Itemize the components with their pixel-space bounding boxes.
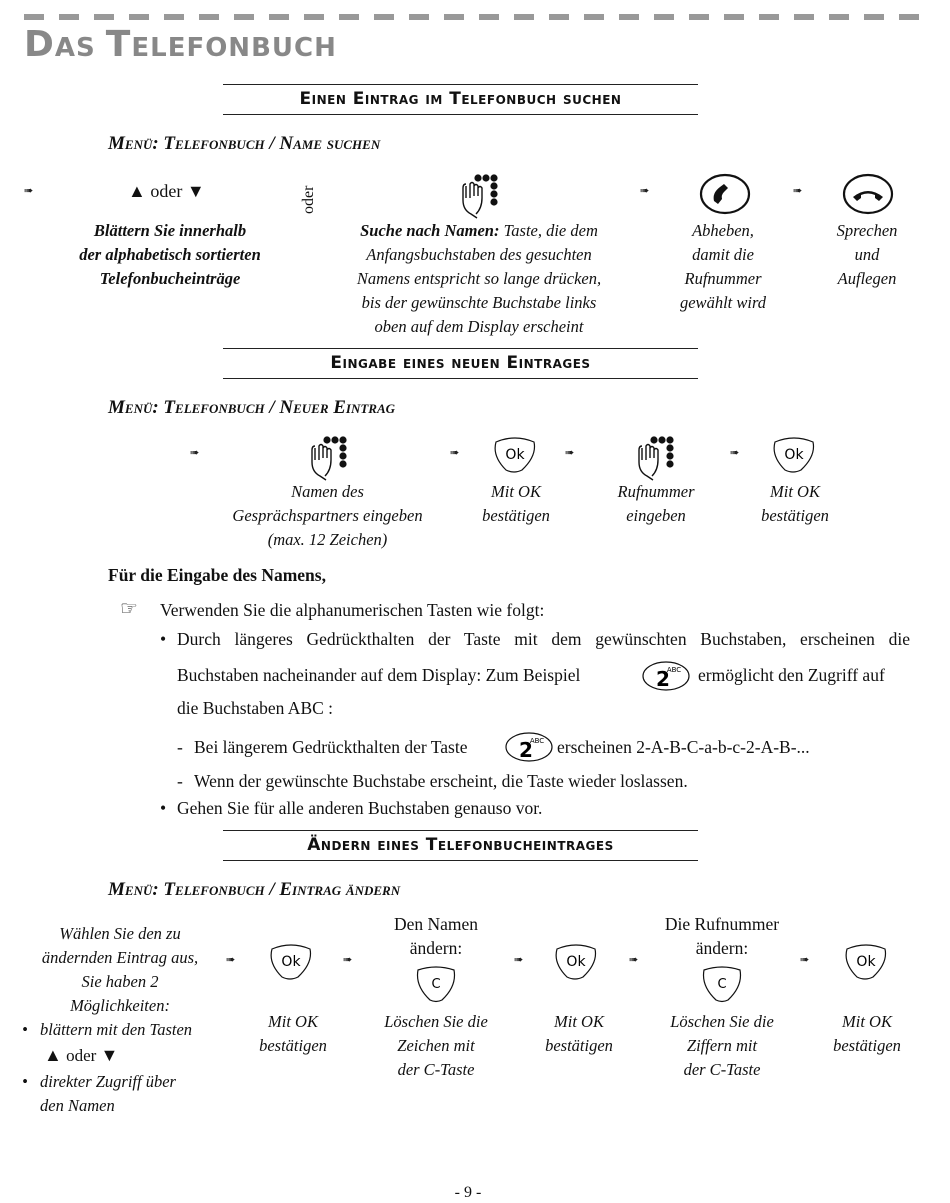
dash2-text: Wenn der gewünschte Buchstabe erscheint, die Taste wieder loslassen. xyxy=(194,771,688,791)
ok-key-icon xyxy=(492,434,538,474)
text-line: bestätigen xyxy=(482,506,550,525)
confirm-ok-step xyxy=(817,1010,917,1058)
c-key-icon xyxy=(700,964,744,1004)
arrow-icon: ➠ xyxy=(226,953,236,966)
key-2-letters: ABC xyxy=(529,737,545,745)
oder-vertical xyxy=(300,176,320,216)
bullet1-line1: Durch längeres Gedrückthalten der Taste mit dem gewünschten Buchstaben, erscheinen die xyxy=(177,629,910,649)
text-line: Sprechen xyxy=(836,221,898,240)
text-bold: Suche nach Namen: xyxy=(360,221,500,240)
text-line: Abheben, xyxy=(692,221,754,240)
text-line: Telefonbucheinträge xyxy=(99,269,241,288)
arrow-icon: ➠ xyxy=(190,446,200,459)
pointing-hand-icon: ☞ xyxy=(120,598,138,620)
arrow-icon: ➠ xyxy=(343,953,353,966)
name-search-description xyxy=(320,219,638,339)
text-line: Gesprächspartners eingeben xyxy=(232,506,423,525)
bullet2-text: Gehen Sie für alle anderen Buchstaben genauso vor. xyxy=(177,798,543,818)
text-line: Wählen Sie den zu xyxy=(59,924,181,943)
key-2-letters: ABC xyxy=(666,666,682,674)
up-down-keys xyxy=(44,1045,118,1066)
text-line: Anfangsbuchstaben des gesuchten xyxy=(366,245,592,264)
text-line: Mit OK xyxy=(268,1012,318,1031)
text-line: gewählt wird xyxy=(679,293,767,312)
up-down-keys xyxy=(128,181,205,202)
dash1-text-b: erscheinen 2-A-B-C-a-b-c-2-A-B-... xyxy=(557,737,810,757)
or-label: oder xyxy=(66,1046,97,1065)
section-heading-edit-entry: Ändern eines Telefonbucheintrages xyxy=(223,830,698,861)
browse-description xyxy=(50,219,290,291)
option-direct-a: direkter Zugriff über xyxy=(40,1072,176,1091)
ok-key-label: Ok xyxy=(856,954,876,970)
arrow-icon: ➠ xyxy=(793,184,803,197)
ok-key-icon xyxy=(843,941,889,981)
menu-path-search: Menü: Telefonbuch / Name suchen xyxy=(108,133,381,154)
text-line: der C-Taste xyxy=(397,1060,475,1079)
or-label: oder xyxy=(150,181,183,201)
c-key-label: C xyxy=(717,977,727,992)
phone-hangup-icon xyxy=(842,173,894,215)
text-line: Möglichkeiten: xyxy=(70,996,170,1015)
option-browse: blättern mit den Tasten xyxy=(40,1020,193,1039)
down-triangle-icon: ▼ xyxy=(100,1045,119,1065)
arrow-icon: ➠ xyxy=(800,953,810,966)
text-line: Namen des xyxy=(291,482,364,501)
text-line: Mit OK xyxy=(554,1012,604,1031)
confirm-ok-step xyxy=(529,1010,629,1058)
keypad-hand-icon xyxy=(307,434,349,482)
arrow-icon: ➠ xyxy=(730,446,740,459)
text-line: eingeben xyxy=(626,506,686,525)
text-line: und xyxy=(854,245,880,264)
text-line: der C-Taste xyxy=(683,1060,761,1079)
text-line: Blättern Sie innerhalb xyxy=(93,221,247,240)
text-line: Mit OK xyxy=(770,482,820,501)
bullet: • xyxy=(22,1072,28,1091)
ok-key-label: Ok xyxy=(566,954,586,970)
text-line: Namens entspricht so lange drücken, xyxy=(356,269,602,288)
ok-key-label: Ok xyxy=(505,447,525,463)
key-2-icon xyxy=(504,731,554,763)
up-triangle-icon: ▲ xyxy=(44,1045,62,1065)
text-line: ändernden Eintrag aus, xyxy=(41,948,199,967)
enter-name-step xyxy=(210,480,445,552)
dash: - xyxy=(177,737,183,757)
page-number: - 9 - xyxy=(454,1184,482,1201)
key-2-icon xyxy=(641,660,691,692)
menu-path-new-entry: Menü: Telefonbuch / Neuer Eintrag xyxy=(108,397,396,418)
text-line: bestätigen xyxy=(545,1036,613,1055)
hangup-description xyxy=(816,219,918,291)
text-line: oben auf dem Display erscheint xyxy=(374,317,584,336)
text-line: ändern: xyxy=(695,938,749,958)
ok-key-icon xyxy=(771,434,817,474)
text-line: ändern: xyxy=(409,938,463,958)
ok-key-icon xyxy=(553,941,599,981)
delete-chars-step xyxy=(368,1010,504,1082)
text-line: bestätigen xyxy=(259,1036,327,1055)
text-line: Löschen Sie die xyxy=(670,1012,774,1031)
oder-vertical-text: oder xyxy=(300,185,317,214)
text-line: (max. 12 Zeichen) xyxy=(267,530,388,549)
name-input-subheading: Für die Eingabe des Namens, xyxy=(108,565,326,585)
keypad-hand-icon xyxy=(458,172,500,220)
text-line: Rufnummer xyxy=(617,482,695,501)
text-line: bis der gewünschte Buchstabe links xyxy=(361,293,597,312)
pickup-description xyxy=(660,219,786,315)
arrow-icon: ➠ xyxy=(629,953,639,966)
c-key-label: C xyxy=(431,977,441,992)
ok-key-icon xyxy=(268,941,314,981)
confirm-ok-step xyxy=(466,480,566,528)
page-title: DAS TELEFONBUCH xyxy=(24,24,337,65)
dash1-text-a: Bei längerem Gedrückthalten der Taste xyxy=(194,737,468,757)
bullet: • xyxy=(22,1020,28,1039)
key-2-digit: 2 xyxy=(519,738,533,762)
section-heading-search: Einen Eintrag im Telefonbuch suchen xyxy=(223,84,698,115)
alphanumeric-intro: Verwenden Sie die alphanumerischen Tasten wie folgt: xyxy=(160,600,545,620)
text-line: Sie haben 2 xyxy=(81,972,159,991)
text-line: damit die xyxy=(692,245,754,264)
arrow-icon: ➠ xyxy=(640,184,650,197)
ok-key-label: Ok xyxy=(784,447,804,463)
select-entry-description xyxy=(20,922,220,1018)
key-2-digit: 2 xyxy=(656,667,670,691)
text-line: der alphabetisch sortierten xyxy=(79,245,261,264)
text-line: Rufnummer xyxy=(684,269,762,288)
dash: - xyxy=(177,771,183,791)
phone-pickup-icon xyxy=(699,173,751,215)
text-line: Die Rufnummer xyxy=(664,914,780,934)
change-number-label xyxy=(650,912,794,960)
text-line: bestätigen xyxy=(833,1036,901,1055)
delete-digits-step xyxy=(654,1010,790,1082)
bullet: • xyxy=(160,798,167,818)
text-line: Auflegen xyxy=(837,269,897,288)
bullet1-line3: die Buchstaben ABC : xyxy=(177,698,334,718)
bullet1-line2b: ermöglicht den Zugriff auf xyxy=(698,665,885,685)
confirm-ok-step xyxy=(243,1010,343,1058)
keypad-hand-icon xyxy=(634,434,676,482)
bullet: • xyxy=(160,629,167,649)
option-direct-b: den Namen xyxy=(40,1096,115,1115)
text-line: Den Namen xyxy=(393,914,479,934)
arrow-icon: ➠ xyxy=(450,446,460,459)
text-line: Löschen Sie die xyxy=(384,1012,488,1031)
bullet1-line2a: Buchstaben nacheinander auf dem Display: Zum Beispiel xyxy=(177,665,581,685)
arrow-icon: ➠ xyxy=(565,446,575,459)
change-name-label xyxy=(378,912,494,960)
ok-key-label: Ok xyxy=(281,954,301,970)
confirm-ok-step xyxy=(745,480,845,528)
arrow-icon: ➠ xyxy=(514,953,524,966)
enter-number-step xyxy=(602,480,710,528)
arrow-icon: ➠ xyxy=(24,184,34,197)
top-dashed-rule xyxy=(24,14,930,20)
text-line: Mit OK xyxy=(842,1012,892,1031)
text-line: Zeichen mit xyxy=(397,1036,475,1055)
text-line: Mit OK xyxy=(491,482,541,501)
down-triangle-icon: ▼ xyxy=(186,181,205,201)
up-triangle-icon: ▲ xyxy=(128,181,146,201)
text-line: Ziffern mit xyxy=(686,1036,758,1055)
text-line: Taste, die dem xyxy=(499,221,598,240)
section-heading-new-entry: Eingabe eines neuen Eintrages xyxy=(223,348,698,379)
menu-path-edit-entry: Menü: Telefonbuch / Eintrag ändern xyxy=(108,879,401,900)
text-line: bestätigen xyxy=(761,506,829,525)
c-key-icon xyxy=(414,964,458,1004)
